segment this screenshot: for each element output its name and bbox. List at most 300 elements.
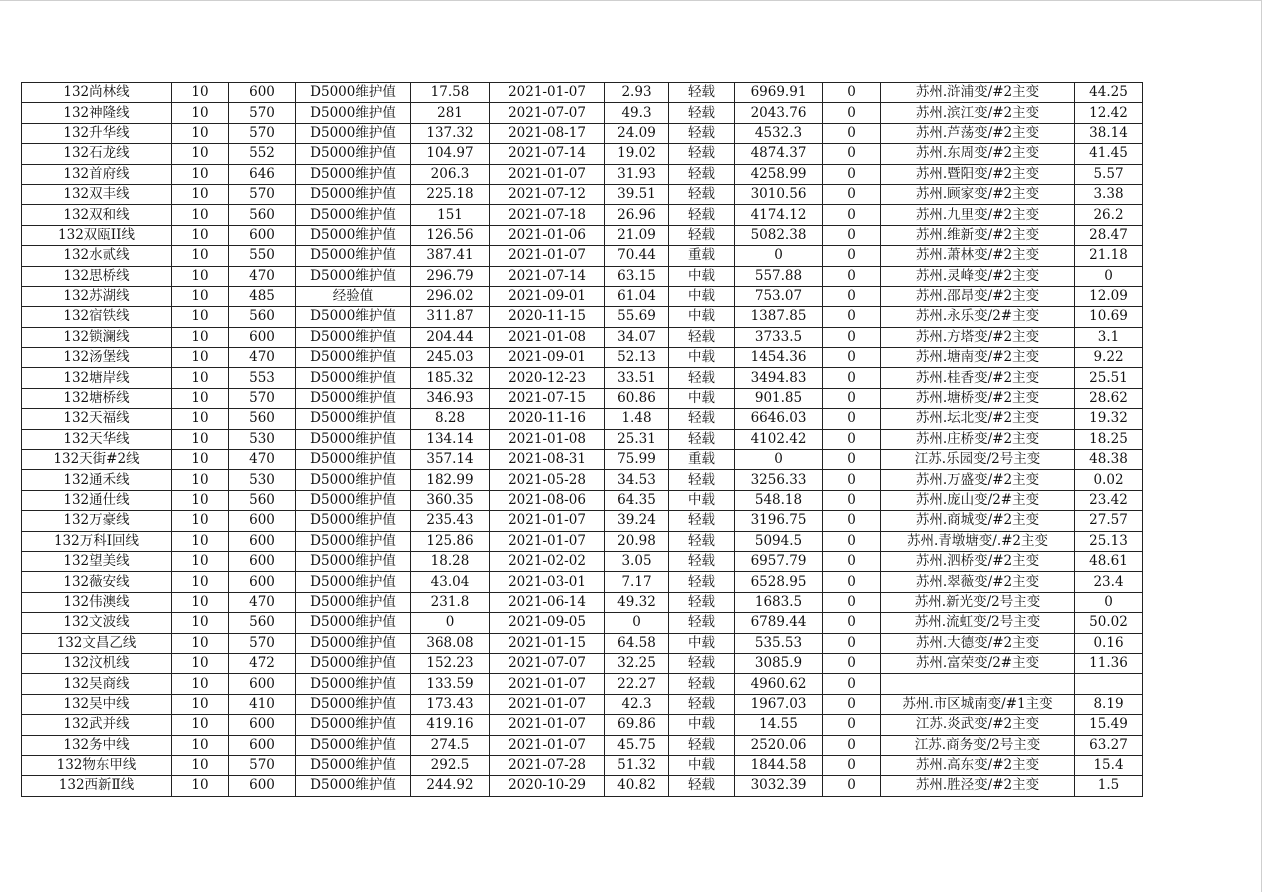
current-cell: 387.41 — [411, 246, 490, 266]
load-rate-cell: 63.15 — [605, 266, 669, 286]
line-name-cell: 132天街#2线 — [22, 450, 172, 470]
substation-cell: 苏州.浒浦变/#2主变 — [881, 83, 1075, 103]
margin-cell: 0.02 — [1075, 470, 1143, 490]
rated-current-cell: 600 — [229, 225, 296, 245]
current-cell: 204.44 — [411, 327, 490, 347]
load-rate-cell: 69.86 — [605, 715, 669, 735]
load-rate-cell: 64.35 — [605, 490, 669, 510]
load-level-cell: 轻载 — [669, 184, 735, 204]
line-name-cell: 132尚林线 — [22, 83, 172, 103]
table-row — [22, 225, 1143, 245]
line-name-cell: 132通禾线 — [22, 470, 172, 490]
line-name-cell: 132水贰线 — [22, 246, 172, 266]
substation-cell — [881, 674, 1075, 694]
load-level-cell: 中载 — [669, 286, 735, 306]
rated-current-cell: 560 — [229, 490, 296, 510]
rated-current-cell: 552 — [229, 144, 296, 164]
line-name-cell: 132西新Ⅱ线 — [22, 776, 172, 796]
current-cell: 134.14 — [411, 429, 490, 449]
substation-cell: 苏州.庞山变/2#主变 — [881, 490, 1075, 510]
load-rate-cell: 31.93 — [605, 164, 669, 184]
source-cell: D5000维护值 — [296, 103, 411, 123]
rated-current-cell: 553 — [229, 368, 296, 388]
rated-current-cell: 570 — [229, 388, 296, 408]
date-cell: 2021-07-18 — [490, 205, 605, 225]
current-cell: 137.32 — [411, 123, 490, 143]
spare-capacity-cell: 2520.06 — [735, 735, 823, 755]
source-cell: D5000维护值 — [296, 674, 411, 694]
voltage-cell: 10 — [172, 551, 229, 571]
line-name-cell: 132宿铁线 — [22, 307, 172, 327]
voltage-cell: 10 — [172, 123, 229, 143]
source-cell: D5000维护值 — [296, 307, 411, 327]
voltage-cell: 10 — [172, 225, 229, 245]
margin-cell: 27.57 — [1075, 511, 1143, 531]
spare-capacity-cell: 3256.33 — [735, 470, 823, 490]
voltage-cell: 10 — [172, 348, 229, 368]
load-rate-cell: 7.17 — [605, 572, 669, 592]
load-rate-cell: 39.24 — [605, 511, 669, 531]
voltage-cell: 10 — [172, 511, 229, 531]
voltage-cell: 10 — [172, 388, 229, 408]
current-cell: 296.02 — [411, 286, 490, 306]
load-rate-cell: 32.25 — [605, 653, 669, 673]
load-level-cell: 轻载 — [669, 572, 735, 592]
substation-cell: 苏州.青墩塘变/.#2主变 — [881, 531, 1075, 551]
margin-cell: 0 — [1075, 592, 1143, 612]
current-cell: 17.58 — [411, 83, 490, 103]
spare-capacity-cell: 2043.76 — [735, 103, 823, 123]
load-level-cell: 轻载 — [669, 225, 735, 245]
rated-current-cell: 485 — [229, 286, 296, 306]
margin-cell: 1.5 — [1075, 776, 1143, 796]
margin-cell: 8.19 — [1075, 694, 1143, 714]
table-row — [22, 327, 1143, 347]
substation-cell: 苏州.芦荡变/#2主变 — [881, 123, 1075, 143]
voltage-cell: 10 — [172, 83, 229, 103]
margin-cell: 19.32 — [1075, 409, 1143, 429]
substation-cell: 苏州.富荣变/2#主变 — [881, 653, 1075, 673]
substation-cell: 苏州.永乐变/2#主变 — [881, 307, 1075, 327]
margin-cell: 25.13 — [1075, 531, 1143, 551]
table-row — [22, 470, 1143, 490]
current-cell: 357.14 — [411, 450, 490, 470]
substation-cell: 苏州.东周变/#2主变 — [881, 144, 1075, 164]
margin-cell: 5.57 — [1075, 164, 1143, 184]
margin-cell: 9.22 — [1075, 348, 1143, 368]
date-cell: 2021-08-31 — [490, 450, 605, 470]
date-cell: 2021-01-07 — [490, 674, 605, 694]
table-row — [22, 592, 1143, 612]
load-rate-cell: 19.02 — [605, 144, 669, 164]
spare-capacity-cell: 3010.56 — [735, 184, 823, 204]
current-cell: 244.92 — [411, 776, 490, 796]
line-name-cell: 132万科Ⅰ回线 — [22, 531, 172, 551]
date-cell: 2021-01-07 — [490, 83, 605, 103]
table-row — [22, 511, 1143, 531]
current-cell: 281 — [411, 103, 490, 123]
current-cell: 245.03 — [411, 348, 490, 368]
load-rate-cell: 24.09 — [605, 123, 669, 143]
spare-capacity-cell: 5082.38 — [735, 225, 823, 245]
flag-cell: 0 — [823, 450, 881, 470]
current-cell: 182.99 — [411, 470, 490, 490]
current-cell: 104.97 — [411, 144, 490, 164]
flag-cell: 0 — [823, 307, 881, 327]
rated-current-cell: 600 — [229, 572, 296, 592]
voltage-cell: 10 — [172, 103, 229, 123]
load-rate-cell: 49.3 — [605, 103, 669, 123]
margin-cell: 50.02 — [1075, 613, 1143, 633]
margin-cell: 48.38 — [1075, 450, 1143, 470]
rated-current-cell: 600 — [229, 715, 296, 735]
voltage-cell: 10 — [172, 307, 229, 327]
current-cell: 225.18 — [411, 184, 490, 204]
substation-cell: 苏州.桂香变/#2主变 — [881, 368, 1075, 388]
flag-cell: 0 — [823, 653, 881, 673]
table-row — [22, 83, 1143, 103]
load-level-cell: 轻载 — [669, 144, 735, 164]
spare-capacity-cell: 6957.79 — [735, 551, 823, 571]
load-rate-cell: 34.53 — [605, 470, 669, 490]
substation-cell: 苏州.塘桥变/#2主变 — [881, 388, 1075, 408]
source-cell: D5000维护值 — [296, 368, 411, 388]
load-rate-cell: 3.05 — [605, 551, 669, 571]
date-cell: 2021-01-07 — [490, 531, 605, 551]
flag-cell: 0 — [823, 694, 881, 714]
load-rate-cell: 22.27 — [605, 674, 669, 694]
line-name-cell: 132通仕线 — [22, 490, 172, 510]
rated-current-cell: 472 — [229, 653, 296, 673]
voltage-cell: 10 — [172, 450, 229, 470]
current-cell: 8.28 — [411, 409, 490, 429]
load-level-cell: 轻载 — [669, 470, 735, 490]
substation-cell: 苏州.新光变/2号主变 — [881, 592, 1075, 612]
source-cell: D5000维护值 — [296, 83, 411, 103]
load-level-cell: 轻载 — [669, 327, 735, 347]
spare-capacity-cell: 14.55 — [735, 715, 823, 735]
table-row — [22, 368, 1143, 388]
load-level-cell: 轻载 — [669, 694, 735, 714]
load-level-cell: 轻载 — [669, 103, 735, 123]
line-name-cell: 132汶机线 — [22, 653, 172, 673]
date-cell: 2020-11-15 — [490, 307, 605, 327]
rated-current-cell: 600 — [229, 511, 296, 531]
flag-cell: 0 — [823, 613, 881, 633]
current-cell: 231.8 — [411, 592, 490, 612]
current-cell: 368.08 — [411, 633, 490, 653]
voltage-cell: 10 — [172, 776, 229, 796]
voltage-cell: 10 — [172, 164, 229, 184]
rated-current-cell: 560 — [229, 409, 296, 429]
rated-current-cell: 600 — [229, 551, 296, 571]
rated-current-cell: 600 — [229, 531, 296, 551]
line-name-cell: 132升华线 — [22, 123, 172, 143]
load-rate-cell: 52.13 — [605, 348, 669, 368]
load-level-cell: 中载 — [669, 348, 735, 368]
substation-cell: 苏州.庄桥变/#2主变 — [881, 429, 1075, 449]
current-cell: 185.32 — [411, 368, 490, 388]
source-cell: D5000维护值 — [296, 266, 411, 286]
substation-cell: 苏州.灵峰变/#2主变 — [881, 266, 1075, 286]
line-name-cell: 132文波线 — [22, 613, 172, 633]
load-rate-cell: 21.09 — [605, 225, 669, 245]
table-body — [22, 83, 1143, 797]
rated-current-cell: 530 — [229, 470, 296, 490]
margin-cell: 10.69 — [1075, 307, 1143, 327]
date-cell: 2021-01-08 — [490, 429, 605, 449]
current-cell: 346.93 — [411, 388, 490, 408]
current-cell: 360.35 — [411, 490, 490, 510]
current-cell: 126.56 — [411, 225, 490, 245]
voltage-cell: 10 — [172, 286, 229, 306]
substation-cell: 苏州.萧林变/#2主变 — [881, 246, 1075, 266]
date-cell: 2021-09-01 — [490, 348, 605, 368]
date-cell: 2021-07-15 — [490, 388, 605, 408]
load-level-cell: 中载 — [669, 755, 735, 775]
date-cell: 2021-08-17 — [490, 123, 605, 143]
line-name-cell: 132万豪线 — [22, 511, 172, 531]
line-name-cell: 132塘岸线 — [22, 368, 172, 388]
substation-cell: 苏州.滨江变/#2主变 — [881, 103, 1075, 123]
current-cell: 173.43 — [411, 694, 490, 714]
substation-cell: 江苏.商务变/2号主变 — [881, 735, 1075, 755]
substation-cell: 苏州.暨阳变/#2主变 — [881, 164, 1075, 184]
flag-cell: 0 — [823, 286, 881, 306]
spare-capacity-cell: 1387.85 — [735, 307, 823, 327]
date-cell: 2021-07-07 — [490, 653, 605, 673]
margin-cell: 3.38 — [1075, 184, 1143, 204]
source-cell: D5000维护值 — [296, 429, 411, 449]
source-cell: D5000维护值 — [296, 205, 411, 225]
substation-cell: 苏州.邵昂变/#2主变 — [881, 286, 1075, 306]
rated-current-cell: 560 — [229, 307, 296, 327]
flag-cell: 0 — [823, 755, 881, 775]
flag-cell: 0 — [823, 266, 881, 286]
table-row — [22, 205, 1143, 225]
table-row — [22, 735, 1143, 755]
line-name-cell: 132石龙线 — [22, 144, 172, 164]
source-cell: D5000维护值 — [296, 123, 411, 143]
voltage-cell: 10 — [172, 266, 229, 286]
spare-capacity-cell: 753.07 — [735, 286, 823, 306]
page-edge-top — [0, 0, 1262, 1]
line-name-cell: 132伟澳线 — [22, 592, 172, 612]
line-name-cell: 132苏湖线 — [22, 286, 172, 306]
load-rate-cell: 45.75 — [605, 735, 669, 755]
voltage-cell: 10 — [172, 205, 229, 225]
feeder-load-table — [21, 82, 1143, 797]
line-name-cell: 132塘桥线 — [22, 388, 172, 408]
line-name-cell: 132务中线 — [22, 735, 172, 755]
spare-capacity-cell: 535.53 — [735, 633, 823, 653]
date-cell: 2021-08-06 — [490, 490, 605, 510]
margin-cell: 28.62 — [1075, 388, 1143, 408]
source-cell: D5000维护值 — [296, 348, 411, 368]
voltage-cell: 10 — [172, 755, 229, 775]
substation-cell: 苏州.胜泾变/#2主变 — [881, 776, 1075, 796]
line-name-cell: 132物东甲线 — [22, 755, 172, 775]
source-cell: D5000维护值 — [296, 715, 411, 735]
date-cell: 2021-07-07 — [490, 103, 605, 123]
load-level-cell: 轻载 — [669, 592, 735, 612]
current-cell: 296.79 — [411, 266, 490, 286]
table-row — [22, 653, 1143, 673]
load-rate-cell: 55.69 — [605, 307, 669, 327]
load-level-cell: 轻载 — [669, 551, 735, 571]
voltage-cell: 10 — [172, 572, 229, 592]
substation-cell: 苏州.方塔变/#2主变 — [881, 327, 1075, 347]
date-cell: 2021-01-07 — [490, 735, 605, 755]
table-row — [22, 715, 1143, 735]
rated-current-cell: 600 — [229, 674, 296, 694]
spare-capacity-cell: 1844.58 — [735, 755, 823, 775]
flag-cell: 0 — [823, 327, 881, 347]
date-cell: 2021-09-05 — [490, 613, 605, 633]
line-name-cell: 132首府线 — [22, 164, 172, 184]
flag-cell: 0 — [823, 572, 881, 592]
line-name-cell: 132双瓯II线 — [22, 225, 172, 245]
load-level-cell: 中载 — [669, 633, 735, 653]
margin-cell: 23.42 — [1075, 490, 1143, 510]
margin-cell: 26.2 — [1075, 205, 1143, 225]
rated-current-cell: 470 — [229, 450, 296, 470]
flag-cell: 0 — [823, 633, 881, 653]
rated-current-cell: 570 — [229, 755, 296, 775]
table-row — [22, 144, 1143, 164]
flag-cell: 0 — [823, 368, 881, 388]
table-row — [22, 103, 1143, 123]
substation-cell: 苏州.泗桥变/#2主变 — [881, 551, 1075, 571]
voltage-cell: 10 — [172, 592, 229, 612]
flag-cell: 0 — [823, 715, 881, 735]
current-cell: 151 — [411, 205, 490, 225]
load-level-cell: 轻载 — [669, 776, 735, 796]
date-cell: 2021-09-01 — [490, 286, 605, 306]
margin-cell: 0.16 — [1075, 633, 1143, 653]
margin-cell: 38.14 — [1075, 123, 1143, 143]
line-name-cell: 132锁澜线 — [22, 327, 172, 347]
spare-capacity-cell: 557.88 — [735, 266, 823, 286]
rated-current-cell: 600 — [229, 735, 296, 755]
flag-cell: 0 — [823, 551, 881, 571]
spare-capacity-cell: 4258.99 — [735, 164, 823, 184]
spare-capacity-cell: 1454.36 — [735, 348, 823, 368]
voltage-cell: 10 — [172, 144, 229, 164]
flag-cell: 0 — [823, 735, 881, 755]
table-row — [22, 572, 1143, 592]
date-cell: 2021-06-14 — [490, 592, 605, 612]
flag-cell: 0 — [823, 511, 881, 531]
line-name-cell: 132文昌乙线 — [22, 633, 172, 653]
flag-cell: 0 — [823, 674, 881, 694]
date-cell: 2021-01-07 — [490, 694, 605, 714]
substation-cell: 苏州.大德变/#2主变 — [881, 633, 1075, 653]
load-level-cell: 重载 — [669, 450, 735, 470]
load-level-cell: 中载 — [669, 490, 735, 510]
spare-capacity-cell: 3494.83 — [735, 368, 823, 388]
spare-capacity-cell: 0 — [735, 246, 823, 266]
date-cell: 2021-07-28 — [490, 755, 605, 775]
load-level-cell: 轻载 — [669, 674, 735, 694]
spare-capacity-cell: 4532.3 — [735, 123, 823, 143]
source-cell: D5000维护值 — [296, 613, 411, 633]
table-row — [22, 531, 1143, 551]
source-cell: D5000维护值 — [296, 490, 411, 510]
substation-cell: 苏州.高东变/#2主变 — [881, 755, 1075, 775]
margin-cell: 44.25 — [1075, 83, 1143, 103]
table-row — [22, 266, 1143, 286]
source-cell: D5000维护值 — [296, 470, 411, 490]
rated-current-cell: 550 — [229, 246, 296, 266]
date-cell: 2021-01-07 — [490, 164, 605, 184]
current-cell: 292.5 — [411, 755, 490, 775]
current-cell: 152.23 — [411, 653, 490, 673]
rated-current-cell: 410 — [229, 694, 296, 714]
spare-capacity-cell: 3196.75 — [735, 511, 823, 531]
current-cell: 133.59 — [411, 674, 490, 694]
rated-current-cell: 560 — [229, 205, 296, 225]
load-level-cell: 中载 — [669, 715, 735, 735]
spare-capacity-cell: 6969.91 — [735, 83, 823, 103]
load-rate-cell: 26.96 — [605, 205, 669, 225]
margin-cell: 28.47 — [1075, 225, 1143, 245]
spare-capacity-cell: 548.18 — [735, 490, 823, 510]
load-level-cell: 中载 — [669, 307, 735, 327]
table-row — [22, 755, 1143, 775]
date-cell: 2021-05-28 — [490, 470, 605, 490]
current-cell: 235.43 — [411, 511, 490, 531]
rated-current-cell: 560 — [229, 613, 296, 633]
current-cell: 419.16 — [411, 715, 490, 735]
voltage-cell: 10 — [172, 653, 229, 673]
flag-cell: 0 — [823, 83, 881, 103]
substation-cell: 苏州.塘南变/#2主变 — [881, 348, 1075, 368]
load-rate-cell: 25.31 — [605, 429, 669, 449]
spare-capacity-cell: 4102.42 — [735, 429, 823, 449]
table-row — [22, 123, 1143, 143]
load-level-cell: 中载 — [669, 266, 735, 286]
table-row — [22, 348, 1143, 368]
spare-capacity-cell: 1683.5 — [735, 592, 823, 612]
load-rate-cell: 49.32 — [605, 592, 669, 612]
rated-current-cell: 470 — [229, 592, 296, 612]
load-level-cell: 轻载 — [669, 511, 735, 531]
date-cell: 2021-03-01 — [490, 572, 605, 592]
load-rate-cell: 64.58 — [605, 633, 669, 653]
voltage-cell: 10 — [172, 246, 229, 266]
load-rate-cell: 61.04 — [605, 286, 669, 306]
spare-capacity-cell: 6789.44 — [735, 613, 823, 633]
load-level-cell: 轻载 — [669, 653, 735, 673]
table-row — [22, 286, 1143, 306]
load-rate-cell: 42.3 — [605, 694, 669, 714]
date-cell: 2020-11-16 — [490, 409, 605, 429]
current-cell: 18.28 — [411, 551, 490, 571]
source-cell: D5000维护值 — [296, 633, 411, 653]
line-name-cell: 132薇安线 — [22, 572, 172, 592]
source-cell: D5000维护值 — [296, 184, 411, 204]
table-row — [22, 613, 1143, 633]
date-cell: 2021-01-07 — [490, 715, 605, 735]
date-cell: 2021-01-06 — [490, 225, 605, 245]
load-rate-cell: 39.51 — [605, 184, 669, 204]
load-level-cell: 重载 — [669, 246, 735, 266]
table-row — [22, 551, 1143, 571]
spare-capacity-cell: 4174.12 — [735, 205, 823, 225]
substation-cell: 苏州.流虹变/2号主变 — [881, 613, 1075, 633]
flag-cell: 0 — [823, 490, 881, 510]
